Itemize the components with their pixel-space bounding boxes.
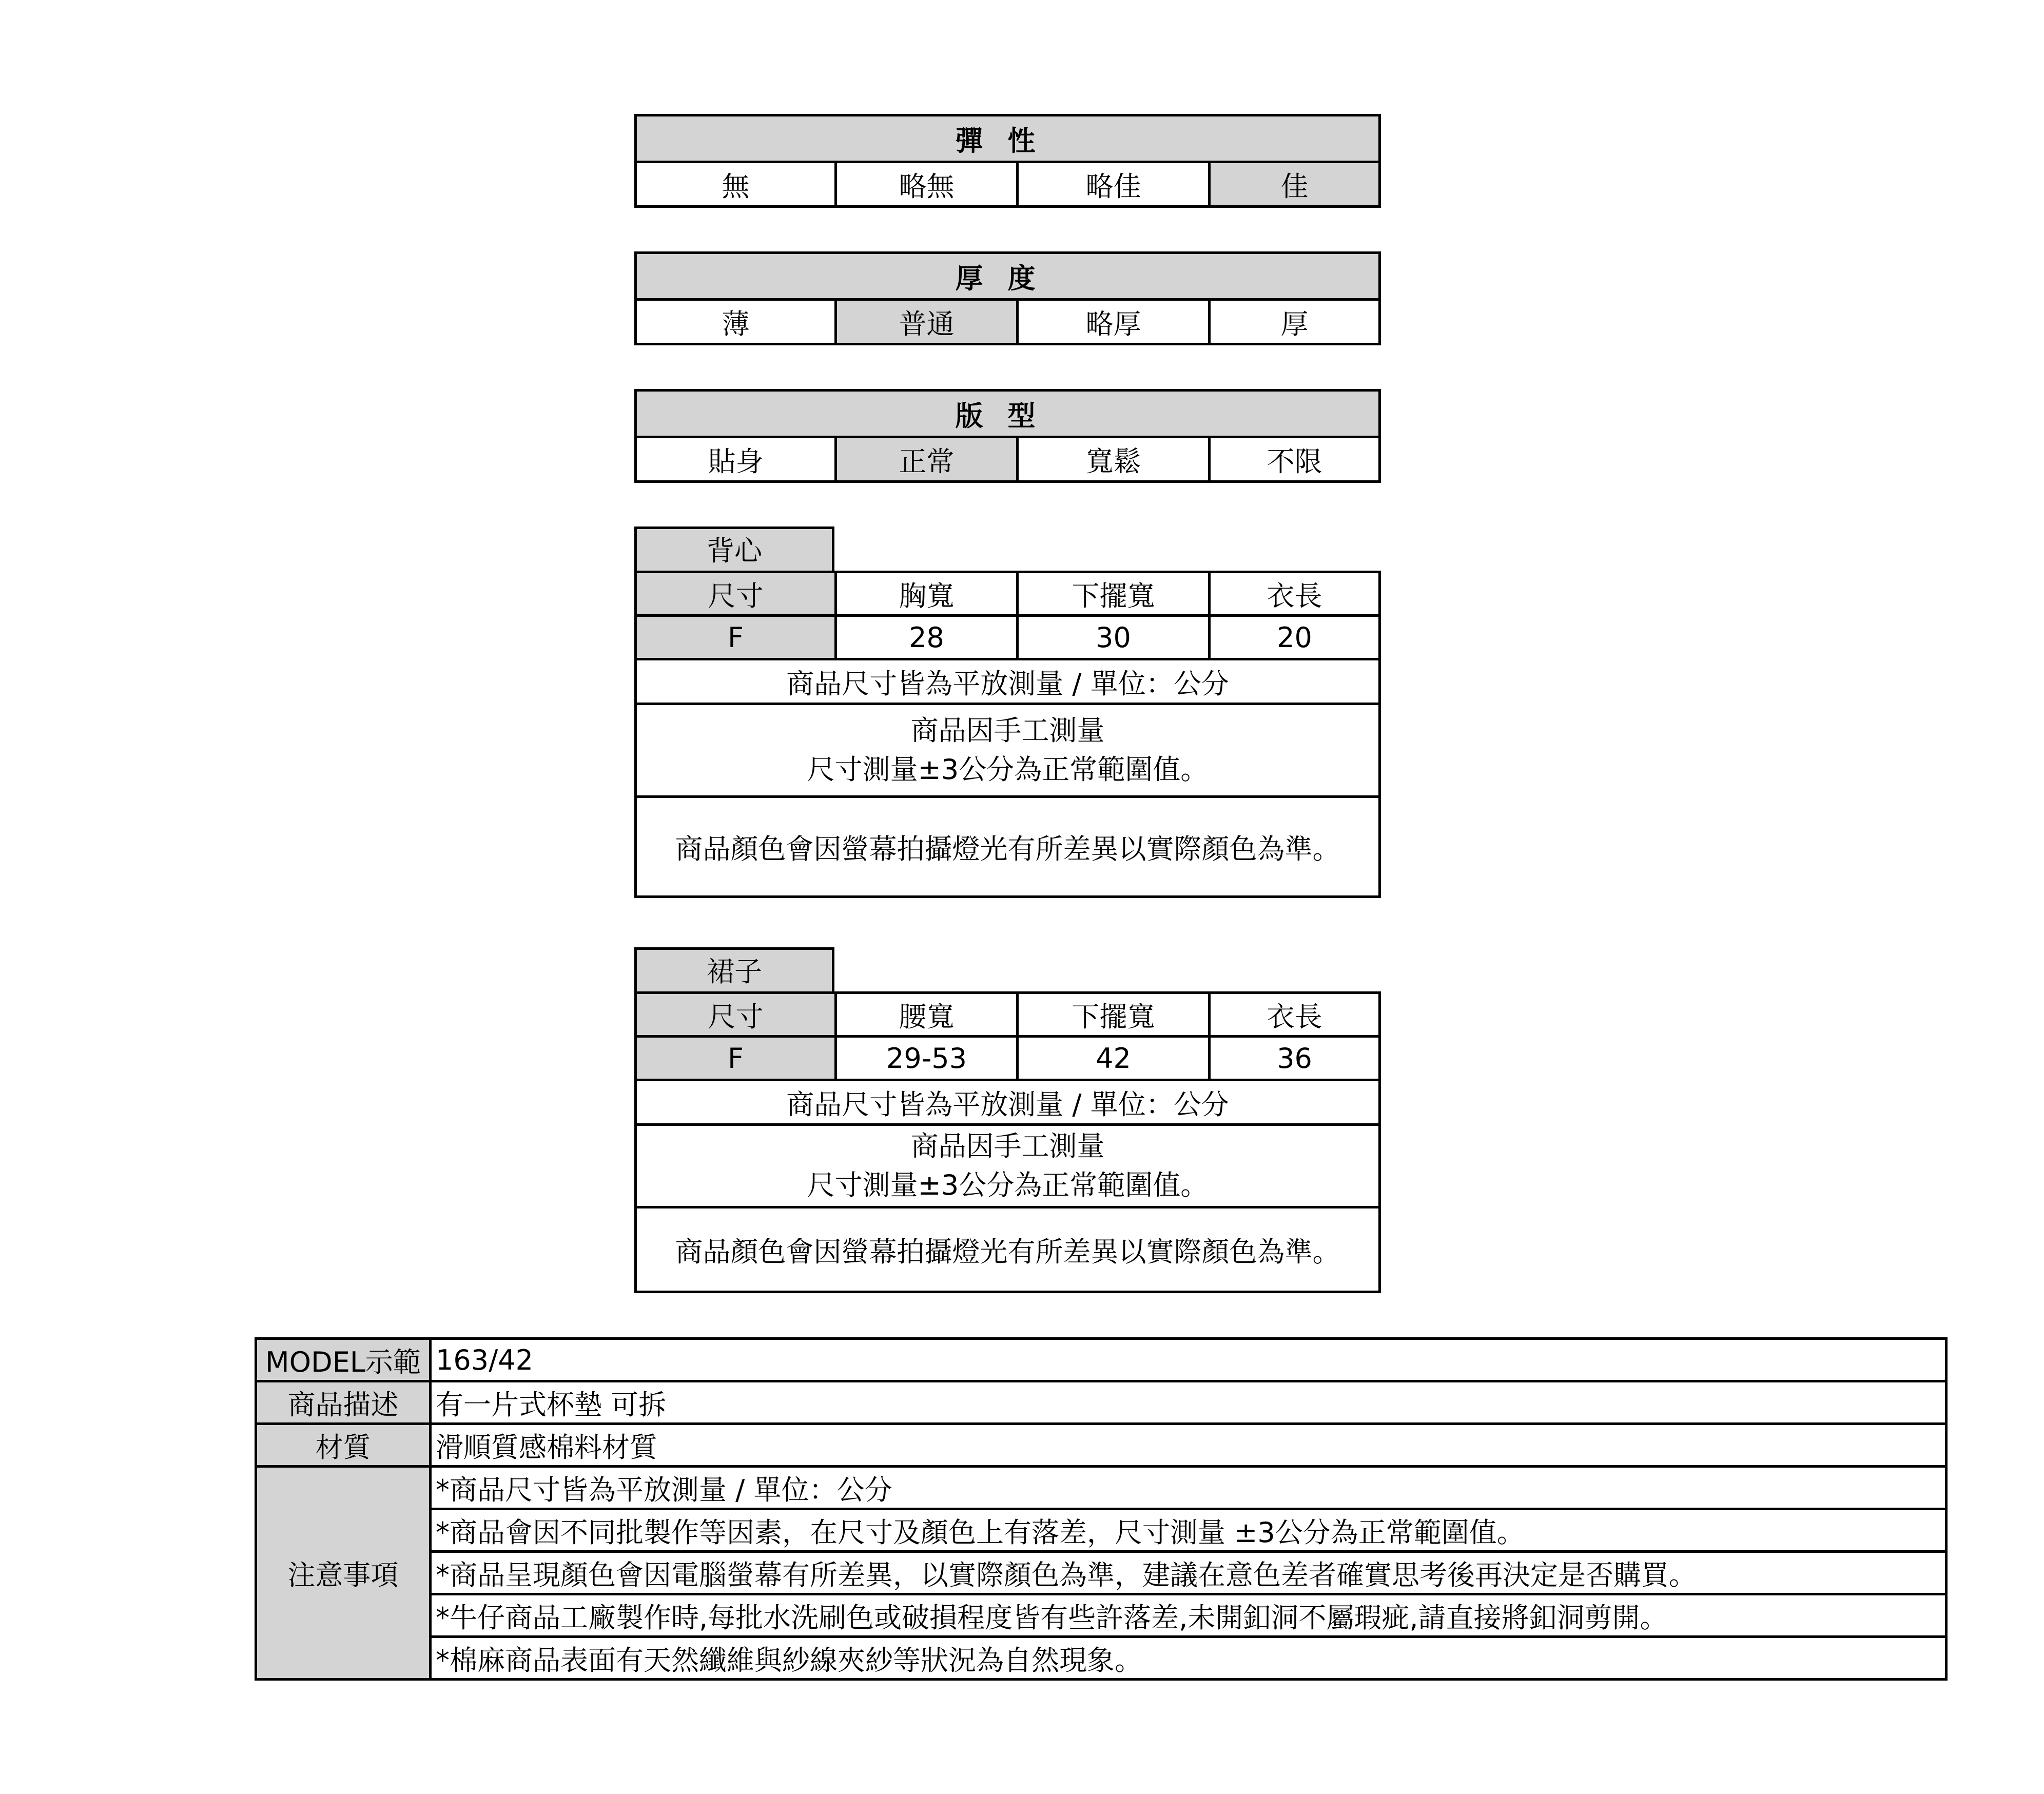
notes-item: *商品會因不同批製作等因素，在尺寸及顏色上有落差，尺寸測量 ±3公分為正常範圍值。 (431, 1509, 1946, 1552)
material-label: 材質 (256, 1424, 431, 1467)
fit-title: 版型 (636, 391, 1380, 437)
fit-option: 貼身 (636, 437, 836, 482)
handmade-note (636, 1125, 1380, 1207)
product-info-table (255, 1337, 1945, 1681)
size-header: 衣長 (1210, 572, 1380, 616)
size-cell: F (636, 616, 836, 659)
measurement-note: 商品尺寸皆為平放測量 / 單位：公分 (636, 1080, 1380, 1125)
handmade-note-line2: 尺寸測量±3公分為正常範圍值。 (807, 753, 1209, 786)
notes-item: *牛仔商品工廠製作時,每批水洗刷色或破損程度皆有些許落差,未開釦洞不屬瑕疵,請直接將釦洞剪開。 (431, 1594, 1946, 1637)
description-value: 有一片式杯墊 可拆 (431, 1381, 1946, 1424)
fit-option-selected: 正常 (836, 437, 1018, 482)
thickness-title: 厚度 (636, 253, 1380, 300)
material-value: 滑順質感棉料材質 (431, 1424, 1946, 1467)
elasticity-option: 略佳 (1018, 162, 1210, 207)
model-value: 163/42 (431, 1339, 1946, 1381)
color-note: 商品顏色會因螢幕拍攝燈光有所差異以實際顏色為準。 (636, 797, 1380, 897)
size-header: 下擺寬 (1018, 993, 1210, 1037)
handmade-note-line1: 商品因手工測量 (910, 1130, 1105, 1162)
size-cell: 28 (836, 616, 1018, 659)
size-cell: 29-53 (836, 1037, 1018, 1080)
size-header: 衣長 (1210, 993, 1380, 1037)
size-cell: 42 (1018, 1037, 1210, 1080)
size-cell: 30 (1018, 616, 1210, 659)
size-cell: 20 (1210, 616, 1380, 659)
size-cell: 36 (1210, 1037, 1380, 1080)
size-header: 下擺寬 (1018, 572, 1210, 616)
thickness-option: 薄 (636, 300, 836, 344)
handmade-note-line2: 尺寸測量±3公分為正常範圍值。 (807, 1169, 1209, 1201)
elasticity-option: 無 (636, 162, 836, 207)
measurement-note: 商品尺寸皆為平放測量 / 單位：公分 (636, 659, 1380, 704)
handmade-note (636, 704, 1380, 797)
fit-option: 寬鬆 (1018, 437, 1210, 482)
thickness-table (634, 251, 1378, 345)
skirt-size-table (634, 947, 1378, 1293)
size-header: 尺寸 (636, 572, 836, 616)
elasticity-table (634, 114, 1378, 208)
model-label: MODEL示範 (256, 1339, 431, 1381)
description-label: 商品描述 (256, 1381, 431, 1424)
fit-option: 不限 (1210, 437, 1380, 482)
skirt-name-tab: 裙子 (634, 947, 834, 991)
vest-size-table (634, 526, 1378, 898)
notes-item: *商品呈現顏色會因電腦螢幕有所差異，以實際顏色為準，建議在意色差者確實思考後再決定是否購買。 (431, 1552, 1946, 1594)
thickness-option: 厚 (1210, 300, 1380, 344)
color-note: 商品顏色會因螢幕拍攝燈光有所差異以實際顏色為準。 (636, 1207, 1380, 1292)
handmade-note-line1: 商品因手工測量 (910, 714, 1105, 747)
thickness-option-selected: 普通 (836, 300, 1018, 344)
vest-name-tab: 背心 (634, 526, 834, 571)
size-header: 腰寬 (836, 993, 1018, 1037)
notes-label: 注意事項 (256, 1467, 431, 1680)
elasticity-option: 略無 (836, 162, 1018, 207)
thickness-option: 略厚 (1018, 300, 1210, 344)
elasticity-option-selected: 佳 (1210, 162, 1380, 207)
notes-item: *商品尺寸皆為平放測量 / 單位：公分 (431, 1467, 1946, 1509)
fit-table (634, 389, 1378, 483)
size-header: 胸寬 (836, 572, 1018, 616)
size-header: 尺寸 (636, 993, 836, 1037)
elasticity-title: 彈性 (636, 115, 1380, 162)
notes-item: *棉麻商品表面有天然纖維與紗線夾紗等狀況為自然現象。 (431, 1637, 1946, 1680)
size-cell: F (636, 1037, 836, 1080)
